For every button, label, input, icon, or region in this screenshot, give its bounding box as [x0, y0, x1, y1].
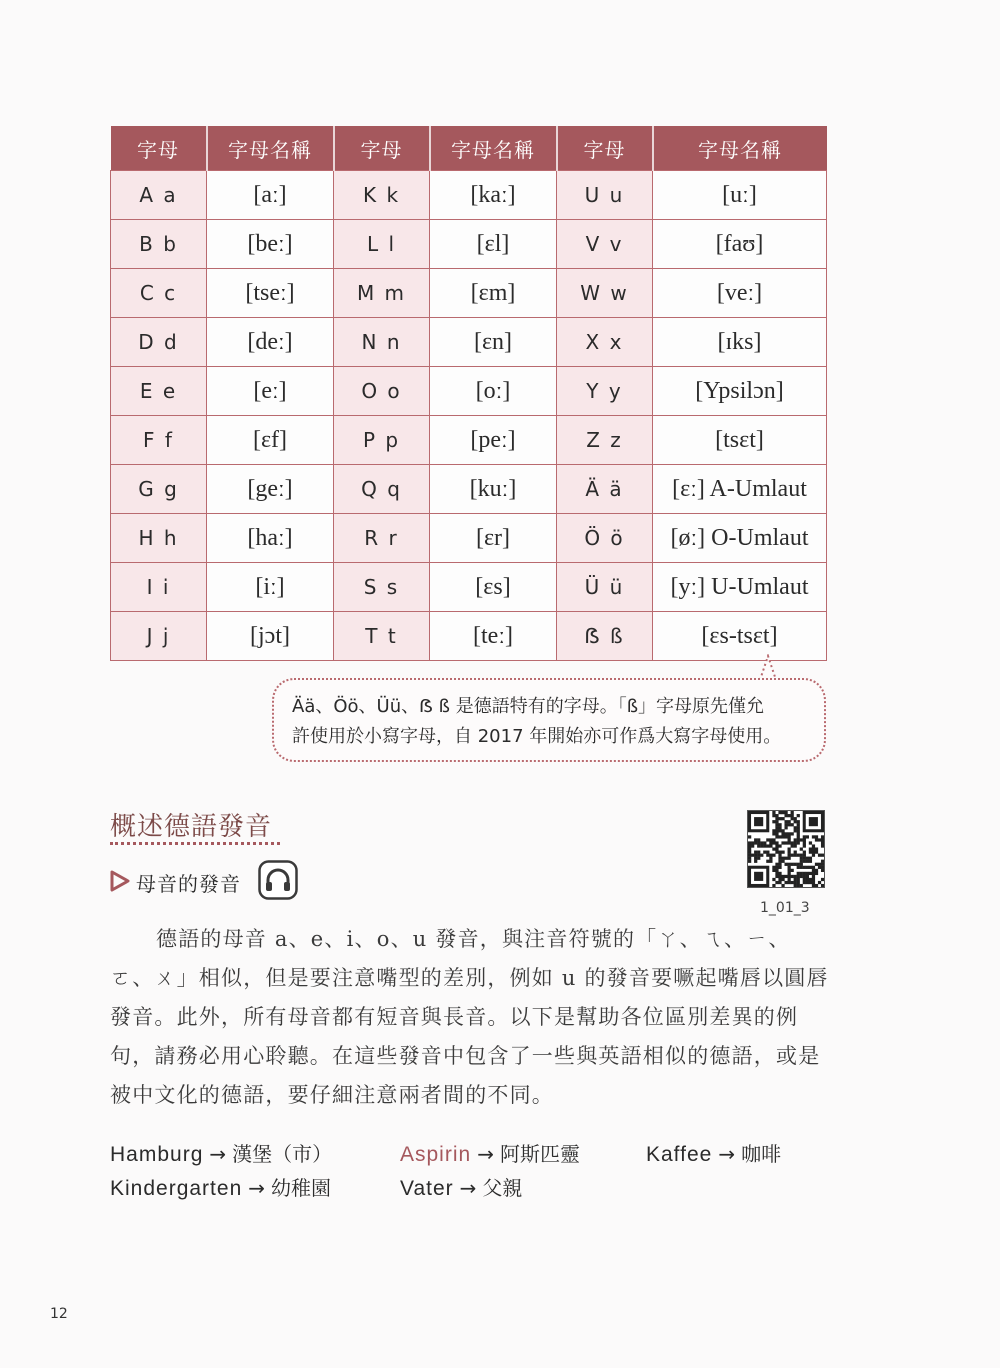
- letter-name-cell: [kuː]: [430, 465, 557, 514]
- section-divider: [110, 842, 280, 845]
- example-item: [110, 1138, 332, 1167]
- letter-name-cell: [ɛs]: [430, 563, 557, 612]
- example-item: [646, 1138, 781, 1167]
- body-paragraph: 德語的母音 a、e、i、o、u 發音，與注音符號的「ㄚ、ㄟ、ㄧ、ㄛ、ㄨ」相似，但是要注意嘴型的差別，例如 u 的發音要噘起嘴唇以圓唇發音。此外，所有母音都有短音與長音。以下是幫助各位區別差異的例句，請務必用心聆聽。在這些發音中包含了一些與英語相似的德語，或是被中文化的德語，要仔細注意兩者間的不同。: [110, 927, 829, 1107]
- letter-name-cell: [oː]: [430, 367, 557, 416]
- headphone-icon[interactable]: [258, 860, 298, 900]
- triangle-arrow-icon: [110, 870, 130, 892]
- note-bubble: [272, 678, 826, 762]
- letter-name-cell: [eː]: [207, 367, 334, 416]
- letter-name-cell: [ɛː] A-Umlaut: [653, 465, 827, 514]
- letter-cell: D d: [111, 318, 207, 367]
- header-letter: 字母: [557, 126, 653, 171]
- letter-cell: J j: [111, 612, 207, 661]
- alphabet-table: [110, 126, 827, 661]
- letter-cell: Ä ä: [557, 465, 653, 514]
- chinese-word: 漢堡（市）: [232, 1142, 333, 1166]
- letter-cell: V v: [557, 220, 653, 269]
- table-row: [111, 563, 827, 612]
- letter-name-cell: [ɛm]: [430, 269, 557, 318]
- arrow-icon: →: [718, 1142, 736, 1166]
- letter-cell: A a: [111, 171, 207, 220]
- speech-bubble-tail: [758, 654, 778, 680]
- letter-cell: Q q: [334, 465, 430, 514]
- letter-cell: U u: [557, 171, 653, 220]
- letter-name-cell: [ɛf]: [207, 416, 334, 465]
- example-item: [110, 1172, 331, 1201]
- letter-cell: L l: [334, 220, 430, 269]
- letter-name-cell: [iː]: [207, 563, 334, 612]
- example-item: [400, 1172, 522, 1201]
- subsection-title: 母音的發音: [136, 872, 241, 896]
- qr-code[interactable]: [747, 810, 825, 888]
- table-row: [111, 416, 827, 465]
- letter-cell: P p: [334, 416, 430, 465]
- letter-name-cell: [ɪks]: [653, 318, 827, 367]
- chinese-word: 父親: [482, 1176, 523, 1200]
- header-letter-name: 字母名稱: [430, 126, 557, 171]
- letter-cell: H h: [111, 514, 207, 563]
- arrow-icon: →: [209, 1142, 227, 1166]
- table-row: [111, 171, 827, 220]
- german-word: Aspirin: [400, 1143, 472, 1166]
- german-word: Vater: [400, 1177, 454, 1200]
- letter-cell: Z z: [557, 416, 653, 465]
- letter-name-cell: [geː]: [207, 465, 334, 514]
- chinese-word: 幼稚園: [271, 1176, 332, 1200]
- letter-name-cell: [jɔt]: [207, 612, 334, 661]
- german-word: Kindergarten: [110, 1177, 243, 1200]
- table-row: [111, 367, 827, 416]
- header-letter: 字母: [111, 126, 207, 171]
- table-row: [111, 514, 827, 563]
- letter-name-cell: [aː]: [207, 171, 334, 220]
- letter-cell: F f: [111, 416, 207, 465]
- letter-cell: T t: [334, 612, 430, 661]
- letter-name-cell: [beː]: [207, 220, 334, 269]
- arrow-icon: →: [459, 1176, 477, 1200]
- letter-cell: N n: [334, 318, 430, 367]
- letter-cell: I i: [111, 563, 207, 612]
- letter-name-cell: [teː]: [430, 612, 557, 661]
- chinese-word: 咖啡: [741, 1142, 782, 1166]
- letter-name-cell: [øː] O-Umlaut: [653, 514, 827, 563]
- table-row: [111, 318, 827, 367]
- letter-cell: Ü ü: [557, 563, 653, 612]
- letter-cell: G g: [111, 465, 207, 514]
- letter-cell: O o: [334, 367, 430, 416]
- letter-name-cell: [yː] U-Umlaut: [653, 563, 827, 612]
- table-row: [111, 465, 827, 514]
- letter-name-cell: [Ypsilɔn]: [653, 367, 827, 416]
- table-header-row: [111, 126, 827, 171]
- table-row: [111, 269, 827, 318]
- letter-cell: K k: [334, 171, 430, 220]
- letter-name-cell: [ɛn]: [430, 318, 557, 367]
- letter-name-cell: [ɛs-tsɛt]: [653, 612, 827, 661]
- note-line: 許使用於小寫字母，自 2017 年開始亦可作爲大寫字母使用。: [292, 726, 782, 747]
- section-title: 概述德語發音: [110, 812, 273, 842]
- arrow-icon: →: [477, 1142, 494, 1166]
- letter-cell: X x: [557, 318, 653, 367]
- table-row: [111, 220, 827, 269]
- letter-cell: C c: [111, 269, 207, 318]
- letter-name-cell: [uː]: [653, 171, 827, 220]
- header-letter-name: 字母名稱: [207, 126, 334, 171]
- letter-cell: B b: [111, 220, 207, 269]
- letter-name-cell: [faʊ]: [653, 220, 827, 269]
- letter-name-cell: [tseː]: [207, 269, 334, 318]
- letter-name-cell: [haː]: [207, 514, 334, 563]
- audio-track-label: 1_01_3: [760, 900, 810, 916]
- chinese-word: 阿斯匹靈: [499, 1142, 580, 1166]
- letter-cell: Y y: [557, 367, 653, 416]
- table-row: [111, 612, 827, 661]
- letter-cell: ẞ ß: [557, 612, 653, 661]
- letter-cell: S s: [334, 563, 430, 612]
- letter-name-cell: [deː]: [207, 318, 334, 367]
- letter-cell: E e: [111, 367, 207, 416]
- letter-name-cell: [peː]: [430, 416, 557, 465]
- letter-cell: Ö ö: [557, 514, 653, 563]
- letter-name-cell: [veː]: [653, 269, 827, 318]
- header-letter-name: 字母名稱: [653, 126, 827, 171]
- letter-cell: M m: [334, 269, 430, 318]
- letter-cell: R r: [334, 514, 430, 563]
- note-line: Ää、Öö、Üü、ẞ ß 是德語特有的字母。「ß」字母原先僅允: [292, 696, 765, 717]
- letter-cell: W w: [557, 269, 653, 318]
- header-letter: 字母: [334, 126, 430, 171]
- letter-name-cell: [ɛr]: [430, 514, 557, 563]
- example-item: [400, 1138, 580, 1167]
- arrow-icon: →: [248, 1176, 266, 1200]
- german-word: Kaffee: [646, 1143, 713, 1166]
- german-word: Hamburg: [110, 1143, 204, 1166]
- letter-name-cell: [kaː]: [430, 171, 557, 220]
- letter-name-cell: [ɛl]: [430, 220, 557, 269]
- page-number: 12: [50, 1306, 68, 1322]
- letter-name-cell: [tsɛt]: [653, 416, 827, 465]
